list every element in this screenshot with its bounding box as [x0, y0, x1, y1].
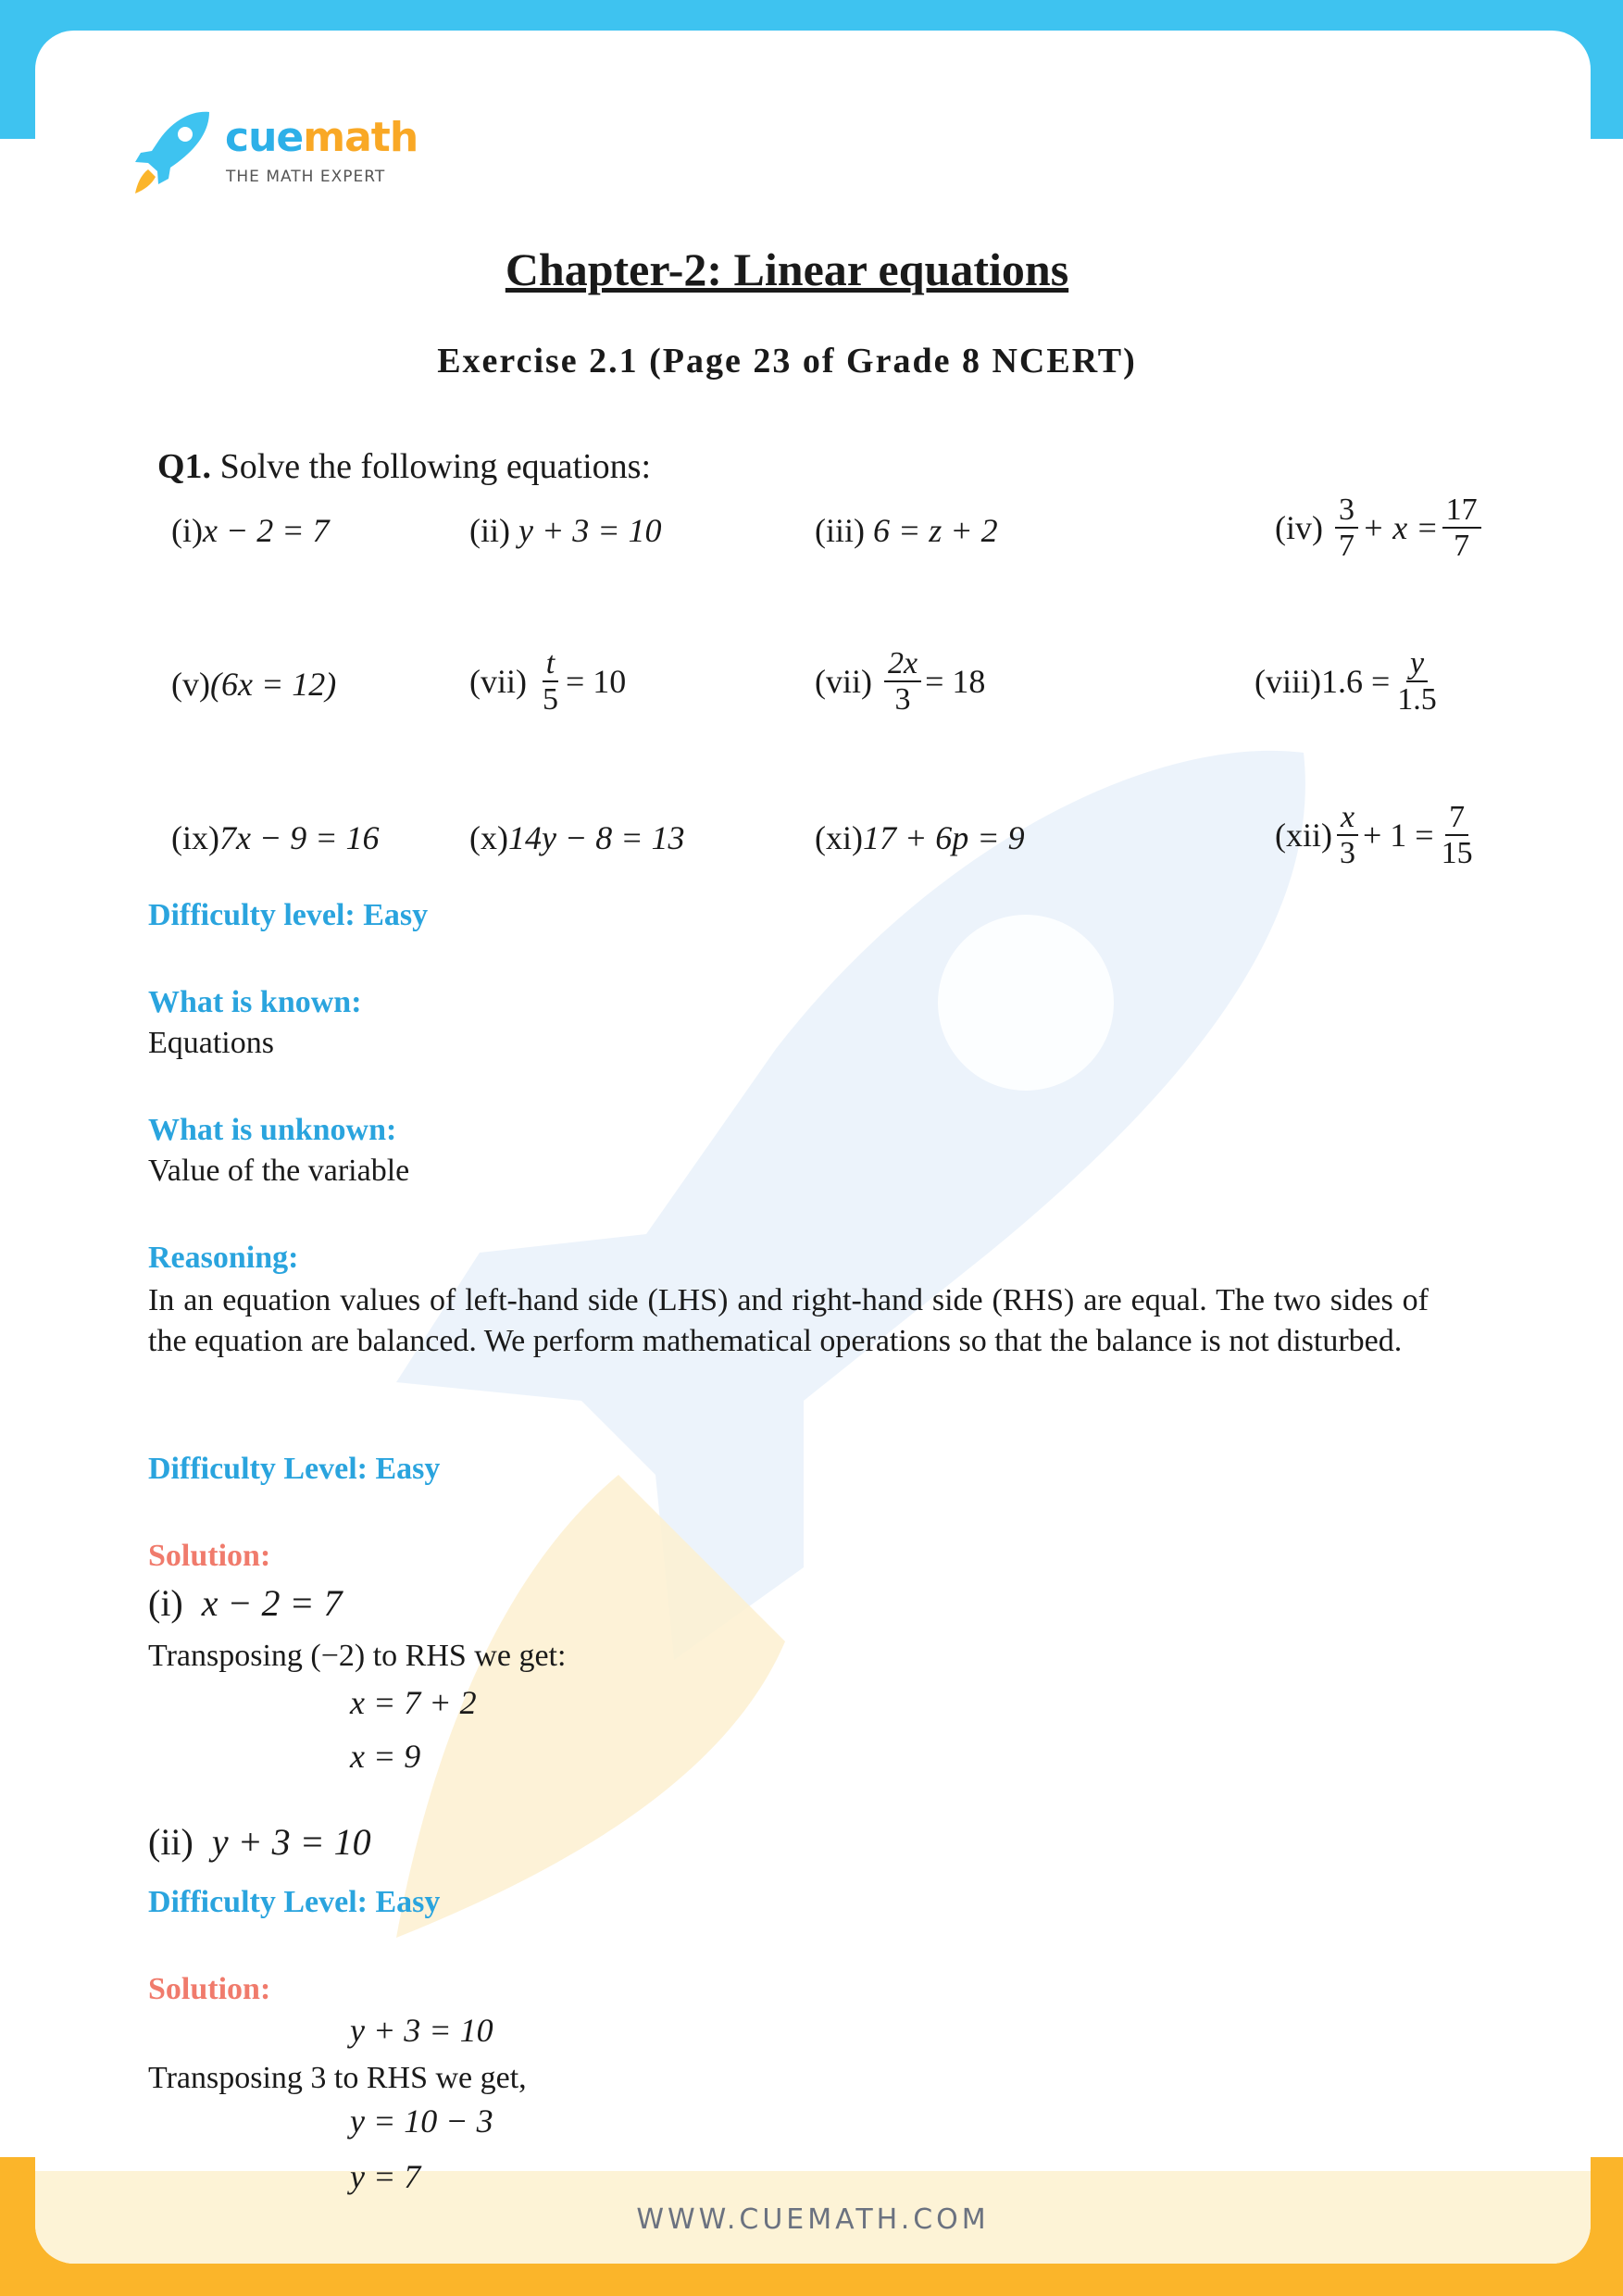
equation-xii: (xii) $\frac{x}{3}$ + 1 = $\frac{7}{15}$	[1275, 800, 1473, 871]
solution-ii-line0: y + 3 = 10	[350, 2012, 493, 2049]
known-value: Equations	[148, 1026, 274, 1060]
equation-vii: (vii) $\frac{2x}{3}$ = 18	[815, 646, 986, 718]
cuemath-logo	[128, 105, 424, 197]
question-number: Q1.	[157, 447, 212, 486]
solution-i-line1: x = 7 + 2	[350, 1684, 477, 1721]
equation-x: (x) 14y − 8 = 13	[469, 819, 685, 856]
question-heading	[157, 446, 651, 487]
reasoning-label: Reasoning:	[148, 1241, 299, 1275]
equation-ix: (ix) 7x − 9 = 16	[171, 819, 380, 856]
solution-ii-line2: y = 7	[350, 2158, 421, 2195]
difficulty-label-3: Difficulty Level: Easy	[148, 1885, 441, 1919]
chapter-title: Chapter-2: Linear equations	[505, 243, 1069, 295]
known-label: What is known:	[148, 985, 362, 1019]
unknown-value: Value of the variable	[148, 1154, 410, 1188]
solution-i-line2: x = 9	[350, 1738, 421, 1775]
equation-i: (i) x − 2 = 7	[171, 512, 330, 549]
solution-label-1: Solution:	[148, 1539, 271, 1573]
solution-i-equation: (i) x − 2 = 7	[148, 1582, 343, 1624]
exercise-title: Exercise 2.1 (Page 23 of Grade 8 NCERT)	[437, 342, 1137, 381]
reasoning-text: In an equation values of left-hand side (LHS) and right-hand side (RHS) are equal. The two sides of the equation are balanced. We perform mathematical operations so that the balance is not disturbed.	[148, 1283, 1429, 1358]
difficulty-label-1: Difficulty level: Easy	[148, 898, 429, 932]
equation-iv: (iv) $\frac{3}{7}$ + x = $\frac{17}{7}$	[1275, 493, 1485, 564]
footer	[35, 2171, 1591, 2264]
rocket-logo-icon	[128, 105, 220, 197]
question-text: Solve the following equations:	[219, 447, 652, 486]
equation-xi: (xi) 17 + 6p = 9	[815, 819, 1025, 856]
footer-website: WWW.CUEMATH.COM	[636, 2203, 990, 2236]
solution-i-step: Transposing (−2) to RHS we get:	[148, 1639, 567, 1673]
equation-vi: (vii) $\frac{t}{5}$ = 10	[469, 646, 627, 718]
solution-ii-line1: y = 10 − 3	[350, 2103, 493, 2140]
equation-v: (v) (6x = 12)	[171, 666, 337, 703]
difficulty-label-2: Difficulty Level: Easy	[148, 1452, 441, 1486]
solution-label-2: Solution:	[148, 1972, 271, 2006]
equation-iii: (iii) 6 = z + 2	[815, 512, 998, 549]
unknown-label: What is unknown:	[148, 1113, 397, 1147]
equation-ii: (ii) y + 3 = 10	[469, 512, 662, 549]
brand-wordmark: cuemath	[225, 114, 418, 161]
equation-viii: (viii) 1.6 = $\frac{y}{1.5}$	[1255, 646, 1437, 718]
brand-tagline: THE MATH EXPERT	[226, 168, 386, 186]
solution-ii-equation: (ii) y + 3 = 10	[148, 1821, 371, 1863]
solution-ii-step: Transposing 3 to RHS we get,	[148, 2061, 527, 2095]
